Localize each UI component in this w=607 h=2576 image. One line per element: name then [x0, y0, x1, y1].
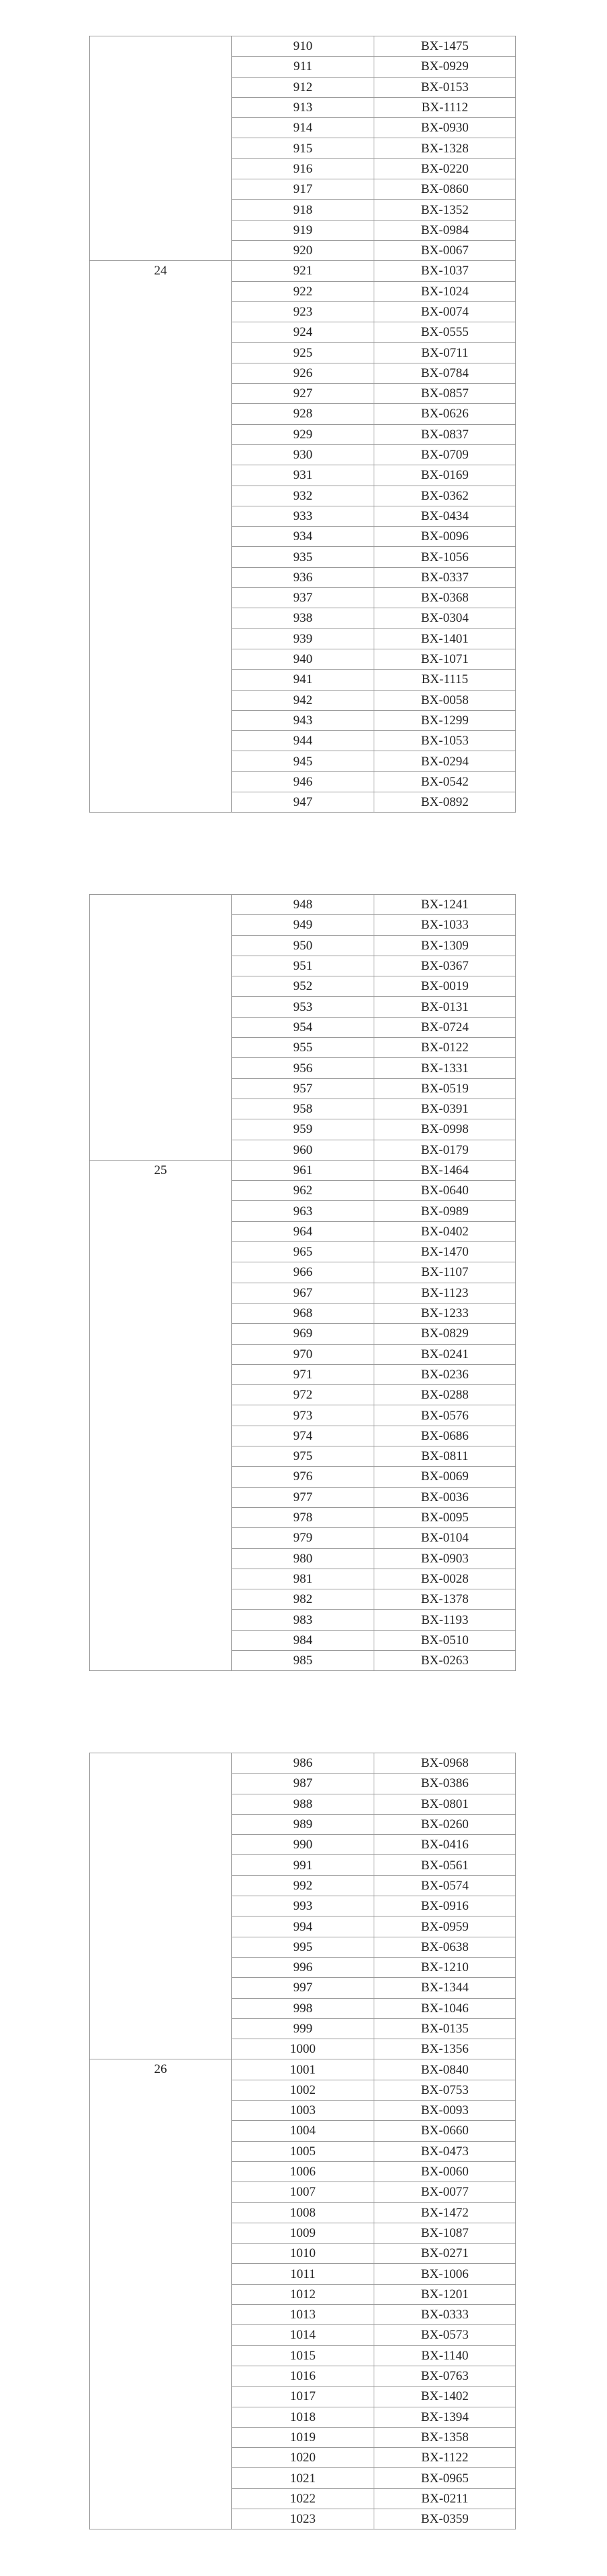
code-cell: BX-0903 [374, 1548, 516, 1569]
code-cell: BX-0359 [374, 2509, 516, 2529]
sequence-number-cell: 938 [232, 608, 374, 628]
sequence-number-cell: 940 [232, 649, 374, 669]
code-cell: BX-1475 [374, 36, 516, 57]
code-cell: BX-1356 [374, 2039, 516, 2059]
sequence-number-cell: 984 [232, 1630, 374, 1650]
group-cell-continued [90, 36, 232, 261]
sequence-number-cell: 1004 [232, 2121, 374, 2141]
code-cell: BX-0036 [374, 1487, 516, 1507]
table-row [90, 2059, 516, 2080]
code-cell: BX-0179 [374, 1140, 516, 1160]
code-cell: BX-0519 [374, 1078, 516, 1099]
code-cell: BX-0294 [374, 751, 516, 771]
sequence-number-cell: 998 [232, 1998, 374, 2018]
code-cell: BX-1344 [374, 1978, 516, 1998]
code-cell: BX-0367 [374, 956, 516, 976]
code-cell: BX-1071 [374, 649, 516, 669]
sequence-number-cell: 990 [232, 1835, 374, 1855]
code-cell: BX-0968 [374, 1753, 516, 1774]
code-cell: BX-1309 [374, 935, 516, 956]
table-row [90, 261, 516, 281]
code-cell: BX-1464 [374, 1160, 516, 1180]
sequence-number-cell: 948 [232, 895, 374, 915]
code-cell: BX-0169 [374, 465, 516, 486]
sequence-number-cell: 1011 [232, 2264, 374, 2284]
sequence-number-cell: 1007 [232, 2182, 374, 2202]
sequence-number-cell: 926 [232, 363, 374, 383]
code-cell: BX-1115 [374, 670, 516, 690]
code-cell: BX-0965 [374, 2468, 516, 2488]
table-row [90, 895, 516, 915]
code-cell: BX-0263 [374, 1650, 516, 1670]
sequence-number-cell: 1002 [232, 2080, 374, 2100]
sequence-number-cell: 910 [232, 36, 374, 57]
sequence-number-cell: 976 [232, 1467, 374, 1487]
code-cell: BX-1033 [374, 915, 516, 935]
code-cell: BX-1112 [374, 97, 516, 117]
code-cell: BX-0391 [374, 1099, 516, 1119]
code-cell: BX-1140 [374, 2345, 516, 2366]
code-cell: BX-0857 [374, 384, 516, 404]
sequence-number-cell: 1020 [232, 2448, 374, 2468]
sequence-number-cell: 964 [232, 1221, 374, 1241]
sequence-number-cell: 958 [232, 1099, 374, 1119]
sequence-number-cell: 932 [232, 486, 374, 506]
code-cell: BX-0333 [374, 2305, 516, 2325]
code-cell: BX-0724 [374, 1017, 516, 1037]
code-cell: BX-1201 [374, 2284, 516, 2304]
sequence-number-cell: 928 [232, 404, 374, 424]
code-cell: BX-0260 [374, 1814, 516, 1834]
sequence-number-cell: 989 [232, 1814, 374, 1834]
code-cell: BX-1123 [374, 1283, 516, 1303]
sequence-number-cell: 962 [232, 1181, 374, 1201]
sequence-number-cell: 925 [232, 343, 374, 363]
code-cell: BX-0892 [374, 792, 516, 812]
sequence-number-cell: 985 [232, 1650, 374, 1670]
sequence-number-cell: 914 [232, 118, 374, 138]
code-cell: BX-1107 [374, 1262, 516, 1283]
sequence-number-cell: 973 [232, 1405, 374, 1426]
sequence-number-cell: 978 [232, 1507, 374, 1527]
code-cell: BX-0131 [374, 997, 516, 1017]
sequence-number-cell: 979 [232, 1528, 374, 1548]
code-cell: BX-1053 [374, 731, 516, 751]
sequence-number-cell: 955 [232, 1038, 374, 1058]
code-cell: BX-1394 [374, 2407, 516, 2427]
table-row [90, 1753, 516, 1774]
sequence-number-cell: 991 [232, 1855, 374, 1875]
group-cell-continued [90, 895, 232, 1161]
sequence-number-cell: 1023 [232, 2509, 374, 2529]
sequence-number-cell: 967 [232, 1283, 374, 1303]
code-cell: BX-0220 [374, 158, 516, 179]
sequence-number-cell: 999 [232, 2018, 374, 2039]
sequence-number-cell: 929 [232, 424, 374, 444]
sequence-number-cell: 974 [232, 1426, 374, 1446]
sequence-number-cell: 960 [232, 1140, 374, 1160]
sequence-number-cell: 963 [232, 1201, 374, 1221]
sequence-number-cell: 950 [232, 935, 374, 956]
code-cell: BX-1024 [374, 281, 516, 301]
sequence-number-cell: 1012 [232, 2284, 374, 2304]
code-cell: BX-1401 [374, 628, 516, 649]
code-cell: BX-1402 [374, 2387, 516, 2407]
sequence-number-cell: 944 [232, 731, 374, 751]
sequence-number-cell: 980 [232, 1548, 374, 1569]
sequence-number-cell: 942 [232, 690, 374, 710]
code-cell: BX-0096 [374, 527, 516, 547]
sequence-number-cell: 1008 [232, 2202, 374, 2223]
sequence-number-cell: 996 [232, 1957, 374, 1977]
code-cell: BX-0416 [374, 1835, 516, 1855]
code-cell: BX-0135 [374, 2018, 516, 2039]
code-cell: BX-0153 [374, 77, 516, 97]
code-cell: BX-1056 [374, 547, 516, 567]
code-cell: BX-1358 [374, 2427, 516, 2447]
code-cell: BX-0542 [374, 771, 516, 792]
code-cell: BX-0362 [374, 486, 516, 506]
sequence-number-cell: 993 [232, 1896, 374, 1916]
sequence-number-cell: 935 [232, 547, 374, 567]
code-cell: BX-0801 [374, 1794, 516, 1814]
sequence-number-cell: 951 [232, 956, 374, 976]
sequence-number-cell: 1018 [232, 2407, 374, 2427]
code-cell: BX-0473 [374, 2141, 516, 2161]
code-cell: BX-1331 [374, 1058, 516, 1078]
sequence-number-cell: 968 [232, 1303, 374, 1323]
sequence-number-cell: 915 [232, 138, 374, 158]
code-cell: BX-0573 [374, 2325, 516, 2345]
code-cell: BX-0104 [374, 1528, 516, 1548]
code-cell: BX-0576 [374, 1405, 516, 1426]
sequence-number-cell: 946 [232, 771, 374, 792]
code-cell: BX-0095 [374, 1507, 516, 1527]
table-row [90, 1160, 516, 1180]
sequence-number-cell: 1019 [232, 2427, 374, 2447]
code-cell: BX-0060 [374, 2161, 516, 2182]
sequence-number-cell: 987 [232, 1774, 374, 1794]
code-cell: BX-0236 [374, 1364, 516, 1384]
code-cell: BX-1299 [374, 710, 516, 730]
code-cell: BX-0271 [374, 2244, 516, 2264]
code-cell: BX-0074 [374, 301, 516, 322]
sequence-number-cell: 943 [232, 710, 374, 730]
group-number-cell: 24 [90, 261, 232, 813]
sequence-number-cell: 936 [232, 567, 374, 587]
sequence-number-cell: 975 [232, 1446, 374, 1467]
code-cell: BX-0067 [374, 240, 516, 260]
sequence-number-cell: 957 [232, 1078, 374, 1099]
sequence-number-cell: 956 [232, 1058, 374, 1078]
code-cell: BX-0304 [374, 608, 516, 628]
sequence-number-cell: 986 [232, 1753, 374, 1774]
code-cell: BX-1378 [374, 1589, 516, 1610]
code-cell: BX-0959 [374, 1916, 516, 1937]
sequence-number-cell: 930 [232, 444, 374, 465]
code-cell: BX-0069 [374, 1467, 516, 1487]
code-cell: BX-0660 [374, 2121, 516, 2141]
code-cell: BX-1233 [374, 1303, 516, 1323]
table-row [90, 36, 516, 57]
sequence-number-cell: 1014 [232, 2325, 374, 2345]
sequence-number-cell: 961 [232, 1160, 374, 1180]
sequence-number-cell: 924 [232, 322, 374, 343]
sequence-number-cell: 911 [232, 57, 374, 77]
code-cell: BX-0386 [374, 1774, 516, 1794]
sequence-number-cell: 1015 [232, 2345, 374, 2366]
sequence-number-cell: 1005 [232, 2141, 374, 2161]
sequence-number-cell: 939 [232, 628, 374, 649]
code-cell: BX-0028 [374, 1569, 516, 1589]
sequence-number-cell: 1006 [232, 2161, 374, 2182]
code-cell: BX-0211 [374, 2488, 516, 2509]
sequence-number-cell: 919 [232, 220, 374, 240]
table-section-3 [89, 1753, 516, 2529]
code-cell: BX-0686 [374, 1426, 516, 1446]
sequence-number-cell: 913 [232, 97, 374, 117]
code-cell: BX-0860 [374, 179, 516, 200]
sequence-number-cell: 988 [232, 1794, 374, 1814]
code-cell: BX-0840 [374, 2059, 516, 2080]
code-cell: BX-0930 [374, 118, 516, 138]
sequence-number-cell: 1022 [232, 2488, 374, 2509]
sequence-number-cell: 959 [232, 1119, 374, 1140]
sequence-number-cell: 995 [232, 1937, 374, 1957]
code-cell: BX-0093 [374, 2101, 516, 2121]
code-cell: BX-0019 [374, 976, 516, 997]
code-cell: BX-0434 [374, 506, 516, 526]
code-cell: BX-0077 [374, 2182, 516, 2202]
sequence-number-cell: 1001 [232, 2059, 374, 2080]
code-cell: BX-0638 [374, 1937, 516, 1957]
sequence-number-cell: 981 [232, 1569, 374, 1589]
code-cell: BX-0640 [374, 1181, 516, 1201]
sequence-number-cell: 934 [232, 527, 374, 547]
code-cell: BX-0368 [374, 588, 516, 608]
sequence-number-cell: 918 [232, 200, 374, 220]
code-cell: BX-1241 [374, 895, 516, 915]
group-cell-continued [90, 1753, 232, 2059]
code-cell: BX-0784 [374, 363, 516, 383]
code-cell: BX-0711 [374, 343, 516, 363]
sequence-number-cell: 982 [232, 1589, 374, 1610]
code-cell: BX-1210 [374, 1957, 516, 1977]
sequence-number-cell: 971 [232, 1364, 374, 1384]
code-cell: BX-0989 [374, 1201, 516, 1221]
code-cell: BX-1006 [374, 2264, 516, 2284]
sequence-number-cell: 933 [232, 506, 374, 526]
sequence-number-cell: 1009 [232, 2223, 374, 2243]
sequence-number-cell: 992 [232, 1875, 374, 1896]
code-cell: BX-1193 [374, 1610, 516, 1630]
code-cell: BX-1037 [374, 261, 516, 281]
sequence-number-cell: 931 [232, 465, 374, 486]
code-cell: BX-0510 [374, 1630, 516, 1650]
sequence-number-cell: 947 [232, 792, 374, 812]
sequence-number-cell: 972 [232, 1385, 374, 1405]
group-number-cell: 25 [90, 1160, 232, 1670]
code-cell: BX-0837 [374, 424, 516, 444]
code-cell: BX-0811 [374, 1446, 516, 1467]
sequence-number-cell: 937 [232, 588, 374, 608]
sequence-number-cell: 966 [232, 1262, 374, 1283]
sequence-number-cell: 970 [232, 1344, 374, 1364]
code-cell: BX-0829 [374, 1324, 516, 1344]
sequence-number-cell: 916 [232, 158, 374, 179]
code-cell: BX-1046 [374, 1998, 516, 2018]
code-cell: BX-1122 [374, 2448, 516, 2468]
sequence-number-cell: 945 [232, 751, 374, 771]
sequence-number-cell: 977 [232, 1487, 374, 1507]
code-cell: BX-0984 [374, 220, 516, 240]
code-cell: BX-0288 [374, 1385, 516, 1405]
code-cell: BX-0916 [374, 1896, 516, 1916]
code-cell: BX-0929 [374, 57, 516, 77]
sequence-number-cell: 965 [232, 1242, 374, 1262]
code-cell: BX-1472 [374, 2202, 516, 2223]
sequence-number-cell: 912 [232, 77, 374, 97]
table-section-2 [89, 894, 516, 1671]
code-cell: BX-0555 [374, 322, 516, 343]
code-cell: BX-0561 [374, 1855, 516, 1875]
code-cell: BX-0058 [374, 690, 516, 710]
sequence-number-cell: 954 [232, 1017, 374, 1037]
sequence-number-cell: 983 [232, 1610, 374, 1630]
sequence-number-cell: 953 [232, 997, 374, 1017]
code-cell: BX-1087 [374, 2223, 516, 2243]
sequence-number-cell: 923 [232, 301, 374, 322]
sequence-number-cell: 920 [232, 240, 374, 260]
code-cell: BX-0574 [374, 1875, 516, 1896]
code-cell: BX-0753 [374, 2080, 516, 2100]
sequence-number-cell: 927 [232, 384, 374, 404]
sequence-number-cell: 922 [232, 281, 374, 301]
code-cell: BX-0122 [374, 1038, 516, 1058]
code-cell: BX-0402 [374, 1221, 516, 1241]
sequence-number-cell: 1021 [232, 2468, 374, 2488]
code-cell: BX-0626 [374, 404, 516, 424]
sequence-number-cell: 1013 [232, 2305, 374, 2325]
code-cell: BX-0709 [374, 444, 516, 465]
sequence-number-cell: 1010 [232, 2244, 374, 2264]
code-cell: BX-0763 [374, 2366, 516, 2386]
sequence-number-cell: 997 [232, 1978, 374, 1998]
code-cell: BX-1328 [374, 138, 516, 158]
sequence-number-cell: 921 [232, 261, 374, 281]
sequence-number-cell: 1016 [232, 2366, 374, 2386]
sequence-number-cell: 1003 [232, 2101, 374, 2121]
code-cell: BX-0998 [374, 1119, 516, 1140]
sequence-number-cell: 917 [232, 179, 374, 200]
sequence-number-cell: 941 [232, 670, 374, 690]
code-cell: BX-1352 [374, 200, 516, 220]
code-cell: BX-1470 [374, 1242, 516, 1262]
sequence-number-cell: 1000 [232, 2039, 374, 2059]
sequence-number-cell: 969 [232, 1324, 374, 1344]
table-section-1 [89, 36, 516, 813]
sequence-number-cell: 952 [232, 976, 374, 997]
code-cell: BX-0337 [374, 567, 516, 587]
sequence-number-cell: 949 [232, 915, 374, 935]
sequence-number-cell: 994 [232, 1916, 374, 1937]
group-number-cell: 26 [90, 2059, 232, 2529]
code-cell: BX-0241 [374, 1344, 516, 1364]
sequence-number-cell: 1017 [232, 2387, 374, 2407]
